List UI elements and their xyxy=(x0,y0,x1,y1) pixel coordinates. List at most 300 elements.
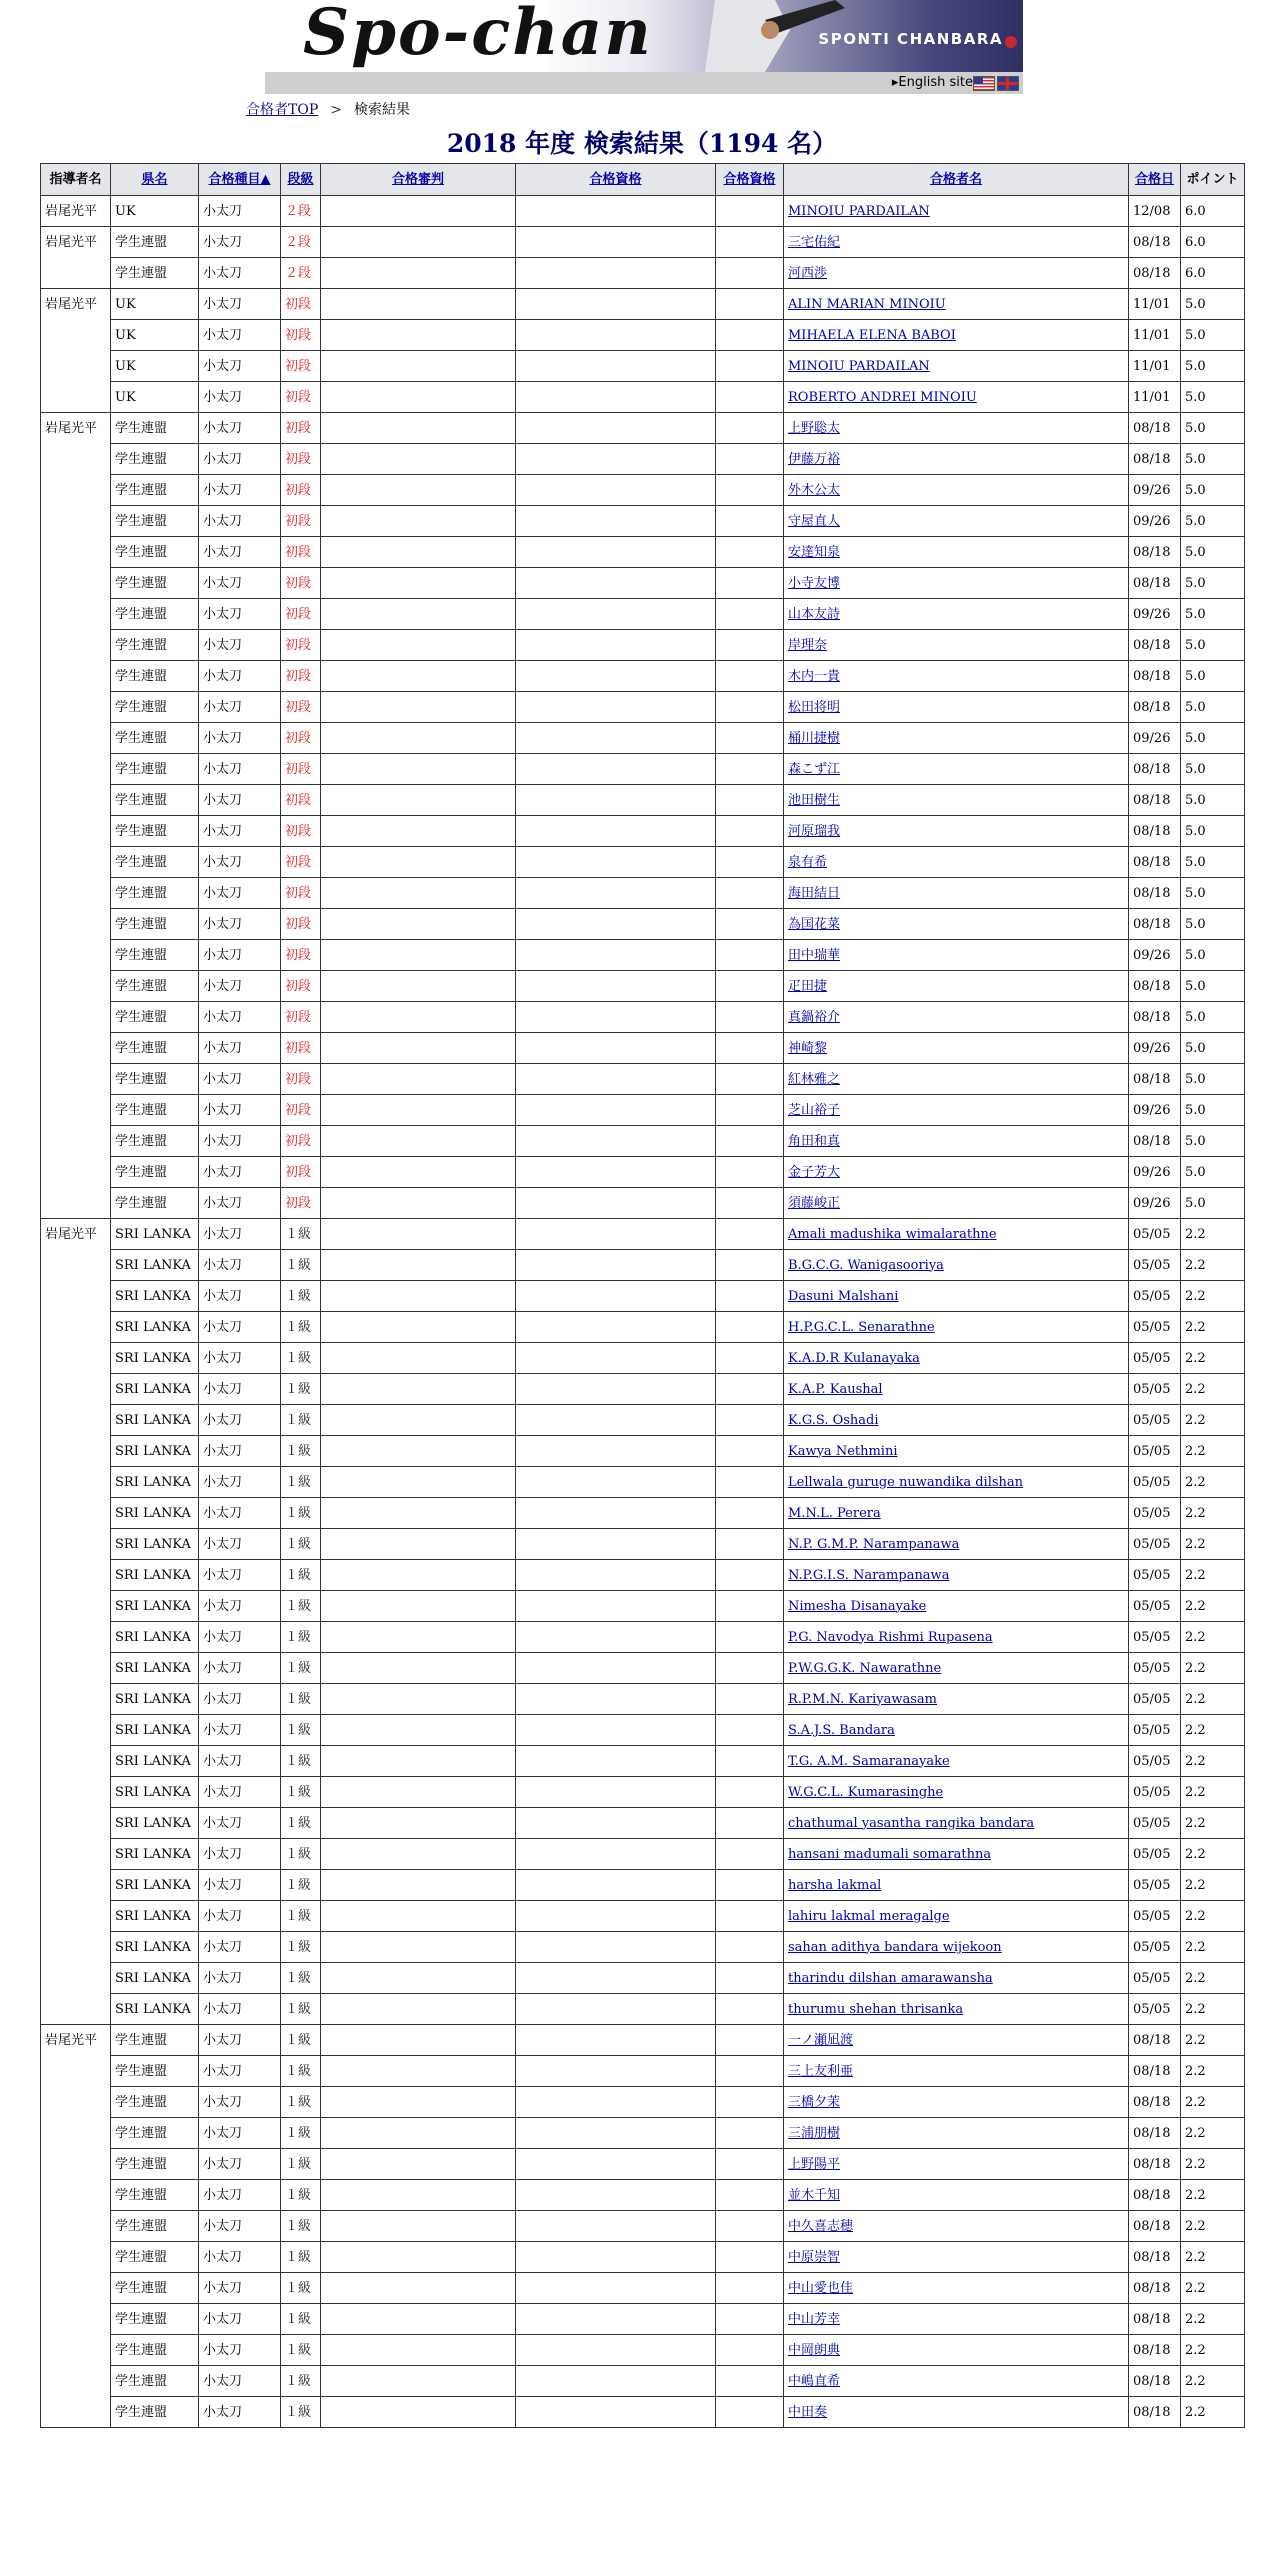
sort-date-link[interactable]: 合格日 xyxy=(1134,172,1174,187)
date-cell: 08/18 xyxy=(1129,754,1181,785)
region-cell: 学生連盟 xyxy=(111,2211,199,2242)
type-cell: 小太刀 xyxy=(199,506,281,537)
table-row xyxy=(41,878,1245,909)
qualification-cell xyxy=(516,1529,716,1560)
name-cell xyxy=(784,692,1129,723)
passer-name-link[interactable]: 海田結日 xyxy=(788,885,841,901)
qualification-2-cell xyxy=(716,2242,784,2273)
passer-name-link[interactable]: 池田樹生 xyxy=(788,792,841,808)
judge-cell xyxy=(321,506,516,537)
column-header-type xyxy=(199,164,281,196)
judge-cell xyxy=(321,1746,516,1777)
judge-cell xyxy=(321,2397,516,2428)
passer-name-link[interactable]: MIHAELA ELENA BABOI xyxy=(788,327,956,343)
region-cell: UK xyxy=(111,196,199,227)
date-cell: 08/18 xyxy=(1129,2118,1181,2149)
passer-name-link[interactable]: 中久喜志穂 xyxy=(788,2218,854,2234)
type-cell: 小太刀 xyxy=(199,227,281,258)
date-cell: 12/08 xyxy=(1129,196,1181,227)
passer-name-link[interactable]: 木内一貴 xyxy=(788,668,841,684)
rank-cell: 初段 xyxy=(281,630,321,661)
type-cell: 小太刀 xyxy=(199,1808,281,1839)
judge-cell xyxy=(321,1994,516,2025)
passer-name-link[interactable]: S.A.J.S. Bandara xyxy=(788,1722,895,1738)
judge-cell xyxy=(321,1715,516,1746)
rank-cell: ２段 xyxy=(281,196,321,227)
points-cell: 5.0 xyxy=(1181,971,1245,1002)
date-cell: 08/18 xyxy=(1129,630,1181,661)
type-cell: 小太刀 xyxy=(199,1746,281,1777)
passer-name-link[interactable]: Lellwala guruge nuwandika dilshan xyxy=(788,1474,1024,1490)
name-cell xyxy=(784,2025,1129,2056)
qualification-2-cell xyxy=(716,1622,784,1653)
table-row xyxy=(41,1281,1245,1312)
passer-name-link[interactable]: 疋田捷 xyxy=(788,978,828,994)
passer-name-link[interactable]: 金子芳大 xyxy=(788,1164,841,1180)
passer-name-link[interactable]: 森こず江 xyxy=(788,761,841,777)
qualification-cell xyxy=(516,1622,716,1653)
points-cell: 2.2 xyxy=(1181,2397,1245,2428)
qualification-cell xyxy=(516,2397,716,2428)
passer-name-link[interactable]: N.P.G.I.S. Narampanawa xyxy=(788,1567,950,1583)
type-cell: 小太刀 xyxy=(199,1064,281,1095)
qualification-cell xyxy=(516,568,716,599)
uk-flag-icon[interactable] xyxy=(997,76,1019,91)
passer-name-link[interactable]: 泉有希 xyxy=(788,854,828,870)
passer-name-link[interactable]: 三上友利亜 xyxy=(788,2063,854,2079)
passer-name-link[interactable]: thurumu shehan thrisanka xyxy=(788,2001,964,2017)
type-cell: 小太刀 xyxy=(199,2211,281,2242)
type-cell: 小太刀 xyxy=(199,878,281,909)
qualification-2-cell xyxy=(716,599,784,630)
site-logo[interactable]: Spo-chan xyxy=(303,0,653,70)
passer-name-link[interactable]: 松田将明 xyxy=(788,699,841,715)
qualification-2-cell xyxy=(716,723,784,754)
type-cell: 小太刀 xyxy=(199,1343,281,1374)
judge-cell xyxy=(321,2304,516,2335)
points-cell: 2.2 xyxy=(1181,1281,1245,1312)
table-row xyxy=(41,785,1245,816)
name-cell xyxy=(784,1963,1129,1994)
qualification-2-cell xyxy=(716,1405,784,1436)
points-cell: 2.2 xyxy=(1181,2273,1245,2304)
passer-name-link[interactable]: K.G.S. Oshadi xyxy=(788,1412,879,1428)
passer-name-link[interactable]: 中岡朗典 xyxy=(788,2342,841,2358)
judge-cell xyxy=(321,444,516,475)
passer-name-link[interactable]: 安達知泉 xyxy=(788,544,841,560)
qualification-cell xyxy=(516,661,716,692)
date-cell: 09/26 xyxy=(1129,599,1181,630)
region-cell: 学生連盟 xyxy=(111,2242,199,2273)
points-cell: 2.2 xyxy=(1181,1746,1245,1777)
qualification-2-cell xyxy=(716,1591,784,1622)
date-cell: 08/18 xyxy=(1129,2180,1181,2211)
rank-cell: １級 xyxy=(281,1746,321,1777)
rank-cell: １級 xyxy=(281,2056,321,2087)
points-cell: 5.0 xyxy=(1181,1002,1245,1033)
qualification-cell xyxy=(516,320,716,351)
table-row xyxy=(41,1188,1245,1219)
brand-mark-icon xyxy=(1005,36,1017,48)
passer-name-link[interactable]: MINOIU PARDAILAN xyxy=(788,358,930,374)
type-cell: 小太刀 xyxy=(199,413,281,444)
passer-name-link[interactable]: 河西渉 xyxy=(788,265,828,281)
date-cell: 08/18 xyxy=(1129,568,1181,599)
name-cell xyxy=(784,1095,1129,1126)
table-row xyxy=(41,1095,1245,1126)
type-cell: 小太刀 xyxy=(199,258,281,289)
points-cell: 2.2 xyxy=(1181,2180,1245,2211)
sort-qualification-2-link[interactable]: 合格資格 xyxy=(723,172,776,187)
rank-cell: １級 xyxy=(281,1715,321,1746)
passer-name-link[interactable]: 須藤峻正 xyxy=(788,1195,841,1211)
type-cell: 小太刀 xyxy=(199,1374,281,1405)
passer-name-link[interactable]: 為国花菜 xyxy=(788,916,841,932)
name-cell xyxy=(784,2056,1129,2087)
rank-cell: 初段 xyxy=(281,785,321,816)
rank-cell: 初段 xyxy=(281,568,321,599)
table-row xyxy=(41,320,1245,351)
judge-cell xyxy=(321,413,516,444)
rank-cell: １級 xyxy=(281,1777,321,1808)
points-cell: 5.0 xyxy=(1181,1033,1245,1064)
date-cell: 05/05 xyxy=(1129,1653,1181,1684)
region-cell: 学生連盟 xyxy=(111,2273,199,2304)
qualification-cell xyxy=(516,1808,716,1839)
points-cell: 5.0 xyxy=(1181,320,1245,351)
passer-name-link[interactable]: 岸理奈 xyxy=(788,637,828,653)
breadcrumb-separator: > xyxy=(330,102,342,118)
type-cell: 小太刀 xyxy=(199,816,281,847)
points-cell: 6.0 xyxy=(1181,258,1245,289)
name-cell xyxy=(784,1839,1129,1870)
passer-name-link[interactable]: K.A.D.R Kulanayaka xyxy=(788,1350,920,1366)
table-row xyxy=(41,506,1245,537)
name-cell xyxy=(784,630,1129,661)
name-cell xyxy=(784,1312,1129,1343)
region-cell: SRI LANKA xyxy=(111,1250,199,1281)
judge-cell xyxy=(321,1870,516,1901)
passer-name-link[interactable]: Amali madushika wimalarathne xyxy=(788,1226,997,1242)
points-cell: 2.2 xyxy=(1181,2056,1245,2087)
passer-name-link[interactable]: 角田和真 xyxy=(788,1133,841,1149)
passer-name-link[interactable]: MINOIU PARDAILAN xyxy=(788,203,930,219)
points-cell: 5.0 xyxy=(1181,568,1245,599)
instructor-cell: 岩尾光平 xyxy=(41,413,111,1219)
qualification-cell xyxy=(516,847,716,878)
passer-name-link[interactable]: 上野陽平 xyxy=(788,2156,841,2172)
passer-name-link[interactable]: T.G. A.M. Samaranayake xyxy=(788,1753,950,1769)
date-cell: 05/05 xyxy=(1129,1963,1181,1994)
points-cell: 5.0 xyxy=(1181,847,1245,878)
points-cell: 2.2 xyxy=(1181,1529,1245,1560)
passer-name-link[interactable]: sahan adithya bandara wijekoon xyxy=(788,1939,1002,1955)
rank-cell: １級 xyxy=(281,1653,321,1684)
table-row xyxy=(41,1622,1245,1653)
passer-name-link[interactable]: B.G.C.G. Wanigasooriya xyxy=(788,1257,944,1273)
type-cell: 小太刀 xyxy=(199,1095,281,1126)
name-cell xyxy=(784,1405,1129,1436)
type-cell: 小太刀 xyxy=(199,1839,281,1870)
passer-name-link[interactable]: 三橋夕茉 xyxy=(788,2094,841,2110)
name-cell xyxy=(784,1591,1129,1622)
passer-name-link[interactable]: 田中瑞華 xyxy=(788,947,841,963)
column-header-qualification-2 xyxy=(716,164,784,196)
sort-rank-link[interactable]: 段級 xyxy=(287,172,314,187)
points-cell: 5.0 xyxy=(1181,537,1245,568)
name-cell xyxy=(784,2118,1129,2149)
passer-name-link[interactable]: 中山愛也佳 xyxy=(788,2280,854,2296)
region-cell: UK xyxy=(111,351,199,382)
name-cell xyxy=(784,599,1129,630)
qualification-cell xyxy=(516,1932,716,1963)
qualification-2-cell xyxy=(716,506,784,537)
passer-name-link[interactable]: 中原崇智 xyxy=(788,2249,841,2265)
judge-cell xyxy=(321,1250,516,1281)
qualification-cell xyxy=(516,1126,716,1157)
type-cell: 小太刀 xyxy=(199,1622,281,1653)
passer-name-link[interactable]: 真鍋裕介 xyxy=(788,1009,841,1025)
qualification-cell xyxy=(516,1250,716,1281)
rank-cell: １級 xyxy=(281,1901,321,1932)
qualification-2-cell xyxy=(716,2211,784,2242)
date-cell: 05/05 xyxy=(1129,1808,1181,1839)
passer-name-link[interactable]: Dasuni Malshani xyxy=(788,1288,899,1304)
region-cell: SRI LANKA xyxy=(111,1591,199,1622)
passer-name-link[interactable]: M.N.L. Perera xyxy=(788,1505,881,1521)
passer-name-link[interactable]: 山本友詩 xyxy=(788,606,841,622)
region-cell: UK xyxy=(111,382,199,413)
breadcrumb-home-link[interactable]: 合格者TOP xyxy=(246,102,319,118)
qualification-cell xyxy=(516,692,716,723)
points-cell: 2.2 xyxy=(1181,1405,1245,1436)
date-cell: 05/05 xyxy=(1129,1374,1181,1405)
type-cell: 小太刀 xyxy=(199,723,281,754)
judge-cell xyxy=(321,971,516,1002)
table-row xyxy=(41,1653,1245,1684)
passer-name-link[interactable]: K.A.P. Kaushal xyxy=(788,1381,883,1397)
passer-name-link[interactable]: Nimesha Disanayake xyxy=(788,1598,927,1614)
type-cell: 小太刀 xyxy=(199,444,281,475)
qualification-cell xyxy=(516,2335,716,2366)
column-header-instructor: 指導者名 xyxy=(41,164,111,196)
type-cell: 小太刀 xyxy=(199,2397,281,2428)
sort-name-link[interactable]: 合格者名 xyxy=(929,172,982,187)
region-cell: 学生連盟 xyxy=(111,1157,199,1188)
date-cell: 08/18 xyxy=(1129,537,1181,568)
region-cell: 学生連盟 xyxy=(111,258,199,289)
name-cell xyxy=(784,2242,1129,2273)
name-cell xyxy=(784,1529,1129,1560)
qualification-2-cell xyxy=(716,289,784,320)
passer-name-link[interactable]: ALIN MARIAN MINOIU xyxy=(788,296,946,312)
language-bar xyxy=(265,72,1023,94)
date-cell: 09/26 xyxy=(1129,940,1181,971)
passer-name-link[interactable]: 中山芳幸 xyxy=(788,2311,841,2327)
rank-cell: １級 xyxy=(281,2397,321,2428)
us-flag-icon[interactable] xyxy=(973,76,995,91)
passer-name-link[interactable]: 芝山裕子 xyxy=(788,1102,841,1118)
qualification-cell xyxy=(516,1498,716,1529)
table-row xyxy=(41,1374,1245,1405)
rank-cell: １級 xyxy=(281,1250,321,1281)
points-cell: 2.2 xyxy=(1181,1963,1245,1994)
passer-name-link[interactable]: 河原瑠我 xyxy=(788,823,841,839)
name-cell xyxy=(784,1002,1129,1033)
sort-judge-link[interactable]: 合格審判 xyxy=(391,172,444,187)
region-cell: SRI LANKA xyxy=(111,1498,199,1529)
rank-cell: １級 xyxy=(281,2242,321,2273)
judge-cell xyxy=(321,599,516,630)
qualification-cell xyxy=(516,816,716,847)
judge-cell xyxy=(321,940,516,971)
qualification-2-cell xyxy=(716,1653,784,1684)
points-cell: 5.0 xyxy=(1181,630,1245,661)
judge-cell xyxy=(321,1529,516,1560)
table-row xyxy=(41,599,1245,630)
passer-name-link[interactable]: 並木千知 xyxy=(788,2187,841,2203)
points-cell: 5.0 xyxy=(1181,1064,1245,1095)
judge-cell xyxy=(321,537,516,568)
date-cell: 08/18 xyxy=(1129,444,1181,475)
points-cell: 2.2 xyxy=(1181,2335,1245,2366)
name-cell xyxy=(784,1808,1129,1839)
judge-cell xyxy=(321,1963,516,1994)
points-cell: 2.2 xyxy=(1181,2149,1245,2180)
table-row xyxy=(41,1560,1245,1591)
passer-name-link[interactable]: P.G. Navodya Rishmi Rupasena xyxy=(788,1629,993,1645)
points-cell: 2.2 xyxy=(1181,1312,1245,1343)
date-cell: 08/18 xyxy=(1129,2087,1181,2118)
type-cell: 小太刀 xyxy=(199,1281,281,1312)
region-cell: 学生連盟 xyxy=(111,971,199,1002)
date-cell: 09/26 xyxy=(1129,1033,1181,1064)
passer-name-link[interactable]: hansani madumali somarathna xyxy=(788,1846,992,1862)
judge-cell xyxy=(321,475,516,506)
date-cell: 08/18 xyxy=(1129,2366,1181,2397)
date-cell: 08/18 xyxy=(1129,692,1181,723)
passer-name-link[interactable]: 三浦朋樹 xyxy=(788,2125,841,2141)
passer-name-link[interactable]: H.P.G.C.L. Senarathne xyxy=(788,1319,935,1335)
rank-cell: １級 xyxy=(281,2304,321,2335)
passer-name-link[interactable]: 守屋直人 xyxy=(788,513,841,529)
passer-name-link[interactable]: tharindu dilshan amarawansha xyxy=(788,1970,993,1986)
type-cell: 小太刀 xyxy=(199,1994,281,2025)
qualification-cell xyxy=(516,413,716,444)
type-cell: 小太刀 xyxy=(199,785,281,816)
qualification-2-cell xyxy=(716,1932,784,1963)
qualification-cell xyxy=(516,1312,716,1343)
name-cell xyxy=(784,1994,1129,2025)
passer-name-link[interactable]: R.P.M.N. Kariyawasam xyxy=(788,1691,937,1707)
passer-name-link[interactable]: 中田奏 xyxy=(788,2404,828,2420)
english-site-link[interactable]: ▸English site xyxy=(891,75,973,90)
rank-cell: １級 xyxy=(281,1963,321,1994)
passer-name-link[interactable]: 中嶋直希 xyxy=(788,2373,841,2389)
qualification-2-cell xyxy=(716,1343,784,1374)
type-cell: 小太刀 xyxy=(199,1467,281,1498)
rank-cell: １級 xyxy=(281,1591,321,1622)
qualification-2-cell xyxy=(716,351,784,382)
type-cell: 小太刀 xyxy=(199,475,281,506)
rank-cell: １級 xyxy=(281,1312,321,1343)
table-row xyxy=(41,1436,1245,1467)
name-cell xyxy=(784,909,1129,940)
judge-cell xyxy=(321,2366,516,2397)
passer-name-link[interactable]: 上野聡太 xyxy=(788,420,841,436)
passer-name-link[interactable]: 伊藤万裕 xyxy=(788,451,841,467)
passer-name-link[interactable]: lahiru lakmal meragalge xyxy=(788,1908,950,1924)
judge-cell xyxy=(321,382,516,413)
region-cell: 学生連盟 xyxy=(111,785,199,816)
region-cell: UK xyxy=(111,320,199,351)
points-cell: 5.0 xyxy=(1181,878,1245,909)
passer-name-link[interactable]: N.P. G.M.P. Narampanawa xyxy=(788,1536,960,1552)
sort-qualification-link[interactable]: 合格資格 xyxy=(589,172,642,187)
qualification-2-cell xyxy=(716,1281,784,1312)
points-cell: 2.2 xyxy=(1181,2366,1245,2397)
region-cell: SRI LANKA xyxy=(111,1715,199,1746)
passer-name-link[interactable]: 桶川捷樹 xyxy=(788,730,841,746)
passer-name-link[interactable]: W.G.C.L. Kumarasinghe xyxy=(788,1784,944,1800)
table-row xyxy=(41,692,1245,723)
date-cell: 05/05 xyxy=(1129,1932,1181,1963)
table-row xyxy=(41,847,1245,878)
name-cell xyxy=(784,847,1129,878)
name-cell xyxy=(784,506,1129,537)
passer-name-link[interactable]: chathumal yasantha rangika bandara xyxy=(788,1815,1035,1831)
passer-name-link[interactable]: 外木公太 xyxy=(788,482,841,498)
sort-region-link[interactable]: 県名 xyxy=(141,172,168,187)
passer-name-link[interactable]: ROBERTO ANDREI MINOIU xyxy=(788,389,977,405)
passer-name-link[interactable]: P.W.G.G.K. Nawarathne xyxy=(788,1660,942,1676)
qualification-cell xyxy=(516,1002,716,1033)
name-cell xyxy=(784,1560,1129,1591)
qualification-2-cell xyxy=(716,785,784,816)
points-cell: 5.0 xyxy=(1181,289,1245,320)
results-table xyxy=(40,163,1245,2428)
name-cell xyxy=(784,1374,1129,1405)
date-cell: 05/05 xyxy=(1129,1312,1181,1343)
qualification-2-cell xyxy=(716,196,784,227)
region-cell: 学生連盟 xyxy=(111,2180,199,2211)
rank-cell: 初段 xyxy=(281,1033,321,1064)
passer-name-link[interactable]: 一ノ瀬凪渡 xyxy=(788,2032,854,2048)
name-cell xyxy=(784,754,1129,785)
table-row xyxy=(41,1715,1245,1746)
judge-cell xyxy=(321,320,516,351)
passer-name-link[interactable]: 神崎黎 xyxy=(788,1040,828,1056)
table-row xyxy=(41,816,1245,847)
site-banner xyxy=(265,0,1023,72)
date-cell: 11/01 xyxy=(1129,289,1181,320)
passer-name-link[interactable]: 三宅佑紀 xyxy=(788,234,841,250)
passer-name-link[interactable]: harsha lakmal xyxy=(788,1877,882,1893)
passer-name-link[interactable]: 紅林雅之 xyxy=(788,1071,841,1087)
judge-cell xyxy=(321,754,516,785)
qualification-2-cell xyxy=(716,1529,784,1560)
passer-name-link[interactable]: Kawya Nethmini xyxy=(788,1443,898,1459)
rank-cell: 初段 xyxy=(281,537,321,568)
judge-cell xyxy=(321,1157,516,1188)
qualification-cell xyxy=(516,630,716,661)
sort-type-link[interactable]: 合格種目▲ xyxy=(208,172,271,187)
region-cell: 学生連盟 xyxy=(111,630,199,661)
rank-cell: 初段 xyxy=(281,351,321,382)
table-row xyxy=(41,413,1245,444)
judge-cell xyxy=(321,1405,516,1436)
passer-name-link[interactable]: 小寺友博 xyxy=(788,575,841,591)
